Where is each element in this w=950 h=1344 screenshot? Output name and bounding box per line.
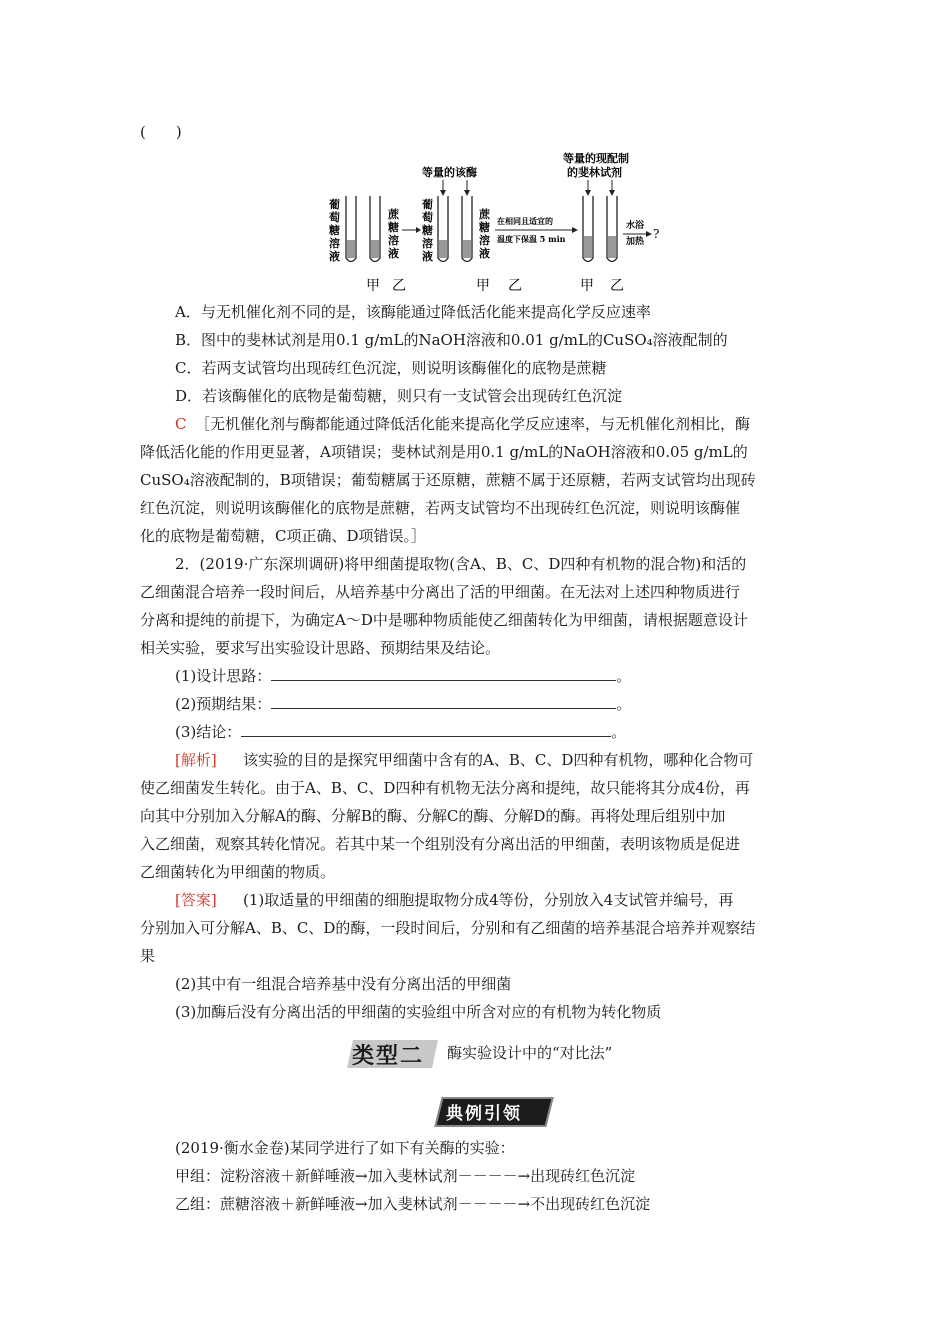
analysis-line: 向其中分别加入分解A的酶、分解B的酶、分解C的酶、分解D的酶。再将处理后组别中加: [140, 807, 726, 825]
answer-line: (2)其中有一组混合培养基中没有分离出活的甲细菌: [175, 975, 512, 993]
incubate-label-1: 在相同且适宜的: [497, 216, 553, 226]
glucose-label-2: [422, 197, 433, 263]
option-d: D．若该酶催化的底物是葡萄糖，则只有一支试管会出现砖红色沉淀: [175, 387, 623, 405]
svg-text:甲: 甲: [476, 278, 490, 294]
analysis-tag: [解析]: [175, 751, 217, 769]
expected-result-label: (2)预期结果：: [175, 695, 272, 713]
svg-text:乙: 乙: [610, 278, 624, 294]
svg-text:甲: 甲: [366, 278, 380, 294]
analysis-line: 该实验的目的是探究甲细菌中含有的A、B、C、D四种有机物，哪种化合物可: [243, 751, 754, 769]
example-line: 甲组：淀粉溶液＋新鲜唾液→加入斐林试剂－－－－→出现砖红色沉淀: [175, 1167, 636, 1185]
question-2-line: 相关实验，要求写出实验设计思路、预期结果及结论。: [140, 639, 501, 657]
answer-line: 果: [140, 947, 156, 965]
svg-text:蔗: 蔗: [388, 208, 399, 221]
svg-text:液: 液: [329, 250, 340, 263]
option-a: A．与无机催化剂不同的是，该酶能通过降低活化能来提高化学反应速率: [175, 303, 651, 321]
design-idea-blank[interactable]: [271, 666, 616, 681]
example-line: 乙组：蔗糖溶液＋新鲜唾液→加入斐林试剂－－－－→不出现砖红色沉淀: [175, 1195, 651, 1213]
svg-text:溶: 溶: [329, 237, 340, 250]
svg-text:糖: 糖: [479, 221, 490, 234]
svg-text:糖: 糖: [422, 224, 433, 237]
svg-text:溶: 溶: [479, 234, 490, 247]
svg-text:溶: 溶: [388, 234, 399, 247]
svg-text:甲: 甲: [580, 278, 594, 294]
analysis-line: 使乙细菌发生转化。由于A、B、C、D四种有机物无法分离和提纯，故只能将其分成4份，再: [140, 779, 750, 797]
answer-line: (1)取适量的甲细菌的细胞提取物分成4等份，分别放入4支试管并编号，再: [243, 891, 734, 909]
svg-text:葡: 葡: [329, 198, 340, 211]
svg-text:蔗: 蔗: [479, 208, 490, 221]
answer-line: (3)加酶后没有分离出活的甲细菌的实验组中所含对应的有机物为转化物质: [175, 1003, 662, 1021]
answer-tag: [答案]: [175, 891, 217, 909]
answer-explanation-line: 降低活化能的作用更显著，A项错误；斐林试剂是用0.1 g/mL的NaOH溶液和0.05 g/mL的: [140, 443, 748, 461]
answer-letter: C: [175, 415, 187, 433]
question-2-line: 分离和提纯的前提下，为确定A～D中是哪种物质能使乙细菌转化为甲细菌，请根据题意设计: [140, 611, 748, 629]
answer-explanation-line: 化的底物是葡萄糖，C项正确、D项错误。］: [140, 527, 427, 545]
svg-text:糖: 糖: [329, 224, 340, 237]
option-c: C．若两支试管均出现砖红色沉淀，则说明该酶催化的底物是蔗糖: [175, 359, 607, 377]
design-idea-label: (1)设计思路：: [175, 667, 272, 685]
water-bath-label-1: 水浴: [626, 221, 645, 231]
fehling-label-2: 的斐林试剂: [567, 166, 622, 179]
svg-text:溶: 溶: [422, 237, 433, 250]
enzyme-label: 等量的该酶: [422, 166, 477, 179]
example-badge: 典例引领: [446, 1104, 522, 1124]
analysis-line: 入乙细菌，观察其转化情况。若其中某一个组别没有分离出活的甲细菌，表明该物质是促进: [140, 835, 741, 853]
tube-labels: [366, 278, 624, 294]
design-idea-item: [175, 666, 631, 686]
answer-explanation-line: CuSO₄溶液配制的，B项错误；葡萄糖属于还原糖，蔗糖不属于还原糖，若两支试管均出现砖: [140, 471, 756, 489]
question-2-line: 乙细菌混合培养一段时间后，从培养基中分离出了活的甲细菌。在无法对上述四种物质进行: [140, 583, 741, 601]
svg-text:萄: 萄: [422, 211, 433, 224]
conclusion-blank[interactable]: [241, 722, 611, 737]
fehling-label-1: 等量的现配制: [563, 152, 629, 165]
sucrose-label-2: [479, 207, 491, 260]
question-paren: ( ): [140, 123, 182, 141]
water-bath-label-2: 加热: [626, 237, 645, 247]
example-line: (2019·衡水金卷)某同学进行了如下有关酶的实验：: [175, 1139, 515, 1157]
svg-text:液: 液: [422, 250, 433, 263]
svg-text:乙: 乙: [508, 278, 522, 294]
experiment-figure: [320, 148, 680, 298]
answer-explanation-line: 红色沉淀，则说明该酶催化的底物是蔗糖，若两支试管均不出现砖红色沉淀，则说明该酶催: [140, 499, 741, 517]
svg-text:葡: 葡: [422, 198, 433, 211]
expected-result-end: 。: [616, 695, 632, 713]
question-mark: ?: [653, 227, 660, 241]
svg-text:液: 液: [479, 247, 490, 260]
glucose-label-1: [329, 197, 340, 263]
section-title: 酶实验设计中的“对比法”: [447, 1044, 613, 1062]
svg-text:液: 液: [388, 247, 399, 260]
expected-result-blank[interactable]: [271, 694, 616, 709]
sucrose-label-1: [388, 207, 400, 260]
design-idea-end: 。: [616, 667, 632, 685]
conclusion-end: 。: [611, 723, 627, 741]
conclusion-label: (3)结论：: [175, 723, 242, 741]
section-banner: 类型二: [352, 1044, 425, 1069]
incubate-label-2: 温度下保温 5 min: [497, 234, 566, 244]
svg-text:萄: 萄: [329, 211, 340, 224]
answer-line: 分别加入可分解A、B、C、D的酶，一段时间后，分别和有乙细菌的培养基混合培养并观察结: [140, 919, 756, 937]
svg-text:乙: 乙: [392, 278, 406, 294]
analysis-line: 乙细菌转化为甲细菌的物质。: [140, 863, 336, 881]
tube-group-1: [346, 196, 380, 262]
question-2-line: 2．(2019·广东深圳调研)将甲细菌提取物(含A、B、C、D四种有机物的混合物)和活的: [175, 555, 747, 573]
svg-text:糖: 糖: [388, 221, 399, 234]
answer-explanation-line: ［无机催化剂与酶都能通过降低活化能来提高化学反应速率，与无机催化剂相比，酶: [195, 415, 751, 433]
option-b: B．图中的斐林试剂是用0.1 g/mL的NaOH溶液和0.01 g/mL的CuSO₄溶液配制的: [175, 331, 728, 349]
tube-group-2: [438, 196, 472, 262]
conclusion-item: [175, 722, 626, 742]
expected-result-item: [175, 694, 631, 714]
tube-group-3: [583, 196, 617, 262]
